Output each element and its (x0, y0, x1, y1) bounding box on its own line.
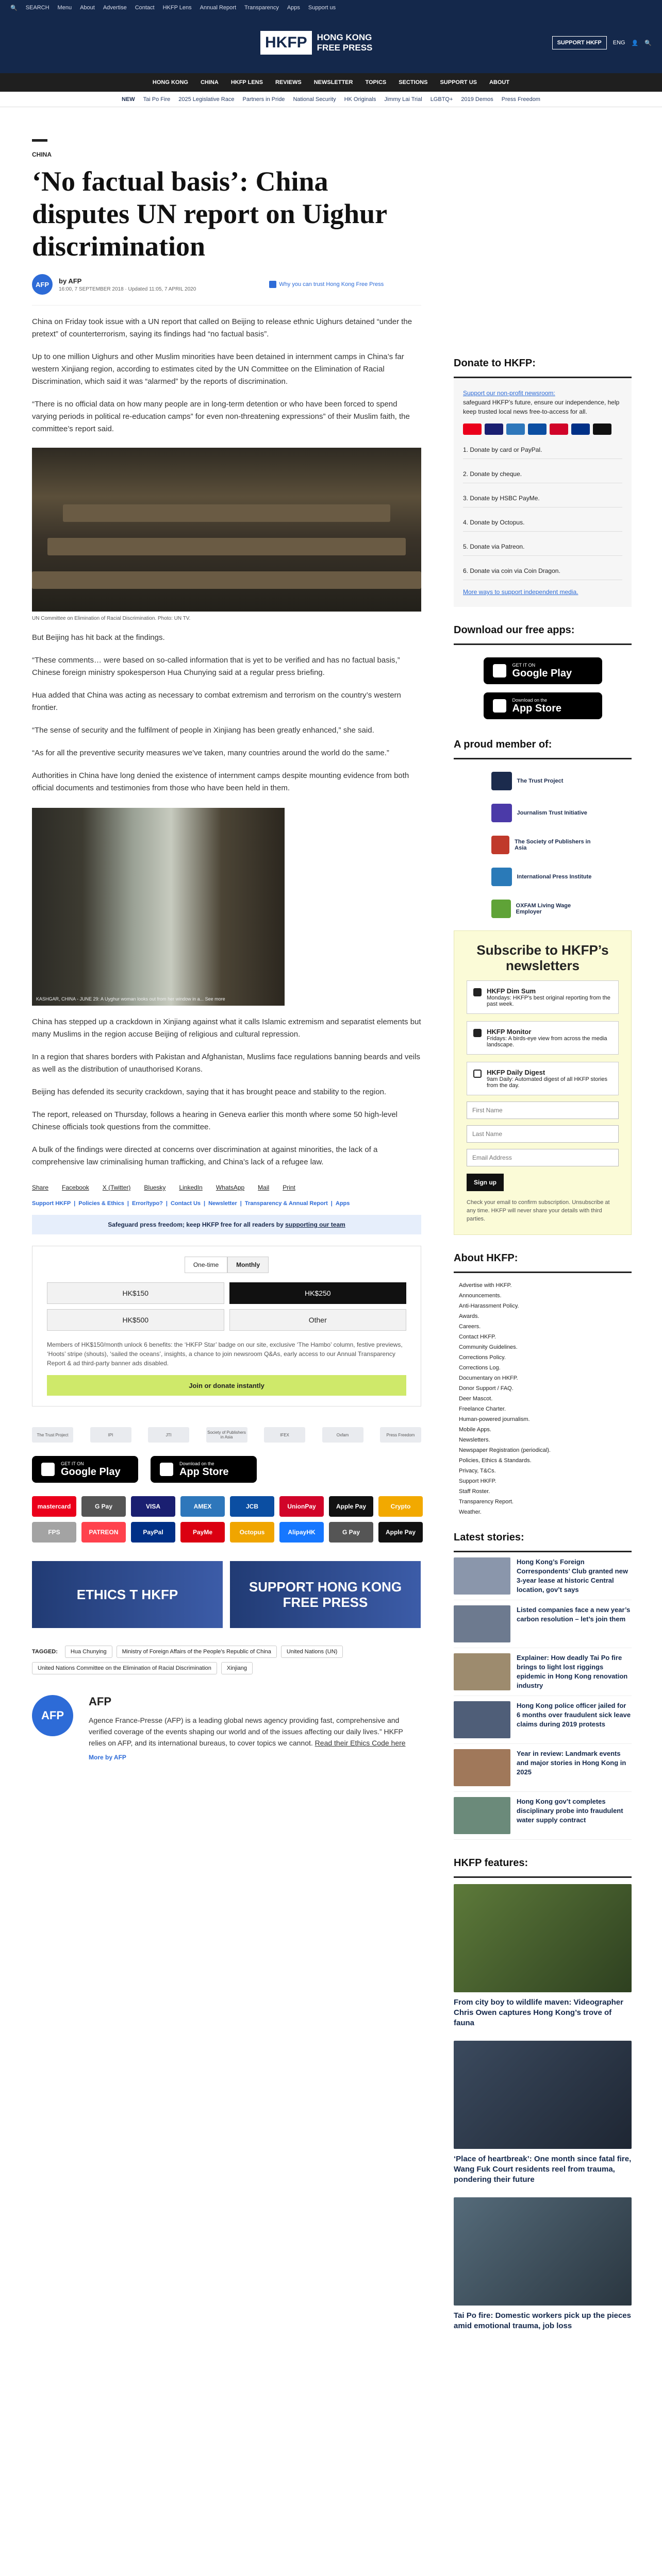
trending-item[interactable]: Partners in Pride (242, 96, 285, 103)
donate-text: safeguard HKFP’s future, ensure our independence, help keep trusted local news free-to-access for all. (463, 399, 620, 415)
about-link[interactable]: Human-powered journalism. (459, 1416, 530, 1422)
search-icon[interactable]: 🔍 (644, 40, 652, 46)
about-link[interactable]: Corrections Policy. (459, 1354, 506, 1361)
paragraph: China has stepped up a crackdown in Xinjiang against what it calls Islamic extremism and separatist elements but many Muslims in the region accuse Beijing of religious and cultural repression. (32, 1018, 421, 1039)
latest-stories (454, 1552, 632, 1840)
partner-logo[interactable]: The Trust Project (32, 1427, 73, 1443)
about-link[interactable]: Deer Mascot. (459, 1396, 493, 1402)
publish-date: 16:00, 7 SEPTEMBER 2018 (59, 286, 124, 292)
tag[interactable]: Hua Chunying (65, 1646, 112, 1658)
about-link[interactable]: Anti-Harassment Policy. (459, 1303, 519, 1309)
apple-icon (160, 1463, 173, 1476)
trending-item[interactable]: Press Freedom (501, 96, 540, 103)
about-link[interactable]: Policies, Ethics & Standards. (459, 1458, 532, 1464)
byline: AFP by AFP 16:00, 7 SEPTEMBER 2018 · Updated 11:05, 7 APRIL 2020 Why you can trust Hong Kong Free Press (32, 274, 421, 306)
newsletter-option[interactable]: HKFP Monitor Fridays: A birds-eye view from across the media landscape. (467, 1021, 619, 1055)
article-title: ‘No factual basis’: China disputes UN report on Uighur discrimination (32, 166, 387, 262)
link-error[interactable]: Error/typo? (131, 1200, 163, 1207)
mastercard-icon (463, 423, 482, 435)
nav-about[interactable]: ABOUT (489, 79, 510, 86)
payment-methods (32, 1496, 421, 1543)
nav-newsletter[interactable]: NEWSLETTER (313, 79, 353, 86)
tag[interactable]: Ministry of Foreign Affairs of the People's Republic of China (117, 1646, 277, 1658)
amount-option-other[interactable]: Other (229, 1309, 407, 1331)
nonprofit-link[interactable]: Support our non-profit newsroom: (463, 389, 555, 397)
topbar-transparency[interactable]: Transparency (244, 5, 279, 11)
last-name-field[interactable]: Last Name (467, 1125, 619, 1143)
google-play-icon (41, 1463, 55, 1476)
about-link[interactable]: Staff Roster. (459, 1488, 490, 1495)
topbar-annual-report[interactable]: Annual Report (200, 5, 236, 11)
app-buttons (32, 1456, 421, 1483)
paragraph: A bulk of the findings were directed at concerns over discrimination at against minorities, the lack of a comprehensive law criminalising human trafficking, and China’s lack of a refugee law. (32, 1145, 378, 1166)
trending-item[interactable]: LGBTQ+ (430, 96, 453, 103)
payment-logo[interactable]: G Pay (329, 1522, 373, 1543)
more-by-author-link[interactable]: More by AFP (89, 1754, 126, 1761)
about-link[interactable]: Privacy, T&Cs. (459, 1468, 496, 1474)
tab-monthly[interactable]: Monthly (227, 1257, 269, 1273)
feature-story[interactable] (454, 2035, 632, 2191)
link-support[interactable]: Support HKFP (32, 1200, 71, 1207)
donate-method[interactable]: 4. Donate by Octopus. (463, 514, 622, 532)
share-bluesky[interactable]: Bluesky (144, 1184, 166, 1191)
about-link[interactable]: Advertise with HKFP. (459, 1282, 512, 1289)
newsletter-note: Check your email to confirm subscription. Unsubscribe at any time. HKFP will never share your details with third parties. (467, 1199, 610, 1222)
about-link[interactable]: Transparency Report. (459, 1499, 514, 1505)
tag[interactable]: United Nations (UN) (281, 1646, 343, 1658)
signup-button[interactable]: Sign up (467, 1174, 504, 1191)
latest-story[interactable] (454, 1648, 632, 1696)
support-banner[interactable]: SUPPORT HONG KONG FREE PRESS (230, 1561, 421, 1628)
google-play-button[interactable]: GET IT ON Google Play (484, 657, 602, 684)
about-link[interactable]: Documentary on HKFP. (459, 1375, 518, 1381)
share-mail[interactable]: Mail (258, 1184, 270, 1191)
partner-logo[interactable]: Society of Publishers in Asia (206, 1427, 247, 1443)
donate-title: Donate to HKFP: (454, 350, 632, 378)
feature-story[interactable] (454, 1878, 632, 2035)
nav-topics[interactable]: TOPICS (365, 79, 387, 86)
feature-headline: From city boy to wildlife maven: Videographer Chris Owen captures Hong Kong’s trove of fauna (454, 1998, 623, 2027)
article-photo-un-committee[interactable] (32, 448, 421, 612)
google-play-icon (493, 664, 506, 677)
topbar-apps[interactable]: Apps (287, 5, 300, 11)
supporting-link[interactable]: supporting our team (285, 1221, 345, 1228)
partner-logo[interactable]: Oxfam (322, 1427, 363, 1443)
about-link[interactable]: Weather. (459, 1509, 482, 1515)
applepay-icon (593, 423, 611, 435)
feature-headline: ‘Place of heartbreak’: One month since fatal fire, Wang Fuk Court residents reel from trauma, pondering their future (454, 2155, 632, 2184)
newsletter-signup (454, 930, 632, 1235)
latest-story[interactable] (454, 1600, 632, 1648)
share-print[interactable]: Print (283, 1184, 295, 1191)
paragraph: Up to one million Uighurs and other Muslim minorities have been detained in internment camps in China’s far western Xinjiang region, according to estimates cited by the UN Committee on the Elimination of Racial Discrimination, which said it was “alarmed” by the reports of discrimination. (32, 352, 404, 386)
paragraph: In a region that shares borders with Pakistan and Afghanistan, Muslims face regulations banning beards and veils as well as the distribution of unauthorised Korans. (32, 1053, 420, 1074)
member-logos (454, 759, 632, 930)
share-linkedin[interactable]: LinkedIn (179, 1184, 203, 1191)
newsletter-option[interactable]: HKFP Dim Sum Mondays: HKFP's best original reporting from the past week. (467, 980, 619, 1014)
category-label[interactable]: CHINA (32, 139, 47, 158)
paypal-icon (571, 423, 590, 435)
trending-label: NEW (122, 96, 135, 103)
logo-mark: HKFP (260, 31, 312, 55)
share-whatsapp[interactable]: WhatsApp (216, 1184, 245, 1191)
nav-reviews[interactable]: REVIEWS (275, 79, 302, 86)
story-headline: Hong Kong police officer jailed for 6 months over fraudulent sick leave claims during 2019 protests (517, 1702, 631, 1728)
tag[interactable]: United Nations Committee on the Elimination of Racial Discrimination (32, 1662, 217, 1674)
trending-item[interactable]: National Security (293, 96, 336, 103)
oxfam-icon (491, 900, 511, 918)
language-switch[interactable]: ENG (613, 40, 625, 46)
apple-icon (493, 699, 506, 713)
author-box (32, 1695, 421, 1761)
link-policies[interactable]: Policies & Ethics (78, 1200, 124, 1207)
share-twitter[interactable]: X (Twitter) (102, 1184, 131, 1191)
paragraph: The report, released on Thursday, follows a hearing in Geneva earlier this month where some 50 high-level Chinese officials took questions from the committee. (32, 1110, 398, 1131)
story-thumbnail (454, 1557, 510, 1595)
payment-logo[interactable]: PayMe (180, 1522, 225, 1543)
amount-option[interactable]: HK$150 (47, 1282, 224, 1304)
feature-headline: Tai Po fire: Domestic workers pick up the pieces amid emotional trauma, job loss (454, 2311, 631, 2330)
latest-story[interactable] (454, 1744, 632, 1792)
trust-project-icon (491, 772, 512, 790)
paragraph: China on Friday took issue with a UN report that called on Beijing to release ethnic Uighurs detained “under the pretext” of counterterrorism, saying its findings had “no factual basis”. (32, 317, 412, 338)
donate-box (454, 378, 632, 607)
nav-support[interactable]: SUPPORT US (440, 79, 477, 86)
paragraph: Hua added that China was acting as necessary to combat extremism and terrorism on the country’s western frontier. (32, 691, 401, 712)
about-link[interactable]: Freelance Charter. (459, 1406, 506, 1412)
nav-sections[interactable]: SECTIONS (399, 79, 428, 86)
payment-logo[interactable]: VISA (131, 1496, 175, 1517)
trending-item[interactable]: HK Originals (344, 96, 376, 103)
author-bio: Agence France-Presse (AFP) is a leading global news agency providing fast, comprehensive and verified coverage of the events shaping our world and of the issues affecting our daily lives.” HKFP relies on AFP, and its international bureaus, to cover topics we cannot. Read their Ethics Code here (89, 1716, 406, 1747)
payment-logo[interactable]: G Pay (81, 1496, 126, 1517)
promo-banners (32, 1561, 421, 1628)
latest-story[interactable] (454, 1792, 632, 1840)
paragraph: “These comments… were based on so-called information that is yet to be verified and has no factual basis,” Chinese foreign ministry spokesperson Hua Chunying said at a regular press briefing. (32, 656, 400, 677)
ethics-code-link[interactable]: Read their Ethics Code here (315, 1739, 406, 1747)
share-bar (32, 1184, 421, 1191)
about-link[interactable]: Mobile Apps. (459, 1427, 491, 1433)
article-column (32, 139, 421, 1761)
byline-prefix: by (59, 277, 67, 285)
story-thumbnail (454, 1749, 510, 1786)
trending-item[interactable]: 2025 Legislative Race (178, 96, 235, 103)
trending-item[interactable]: 2019 Demos (461, 96, 493, 103)
nav-lens[interactable]: HKFP LENS (230, 79, 263, 86)
story-headline: Hong Kong’s Foreign Correspondents’ Club granted new 3-year lease at historic Central location, gov’t says (517, 1558, 628, 1594)
member-logo[interactable]: The Society of Publishers in Asia (491, 835, 594, 855)
amount-option[interactable]: HK$500 (47, 1309, 224, 1331)
jti-icon (491, 804, 512, 822)
payment-logo[interactable]: JCB (230, 1496, 274, 1517)
donate-method[interactable]: 6. Donate via coin via Coin Dragon. (463, 562, 622, 580)
tags (32, 1646, 421, 1674)
nav-hong-kong[interactable]: HONG KONG (152, 79, 188, 86)
partner-logo[interactable]: IFEX (264, 1427, 305, 1443)
newsletter-title: Subscribe to HKFP’s newsletters (476, 942, 609, 973)
safeguard-banner: Safeguard press freedom; keep HKFP free for all readers by supporting our team (32, 1215, 421, 1234)
partner-logos (32, 1427, 421, 1443)
unionpay-icon (550, 423, 568, 435)
story-thumbnail (454, 1653, 510, 1690)
about-title: About HKFP: (454, 1245, 632, 1273)
author-avatar[interactable]: AFP (32, 274, 53, 295)
donate-method[interactable]: 2. Donate by cheque. (463, 465, 622, 483)
about-link[interactable]: Awards. (459, 1313, 479, 1319)
donate-method[interactable]: 1. Donate by card or PayPal. (463, 441, 622, 459)
card-icons (463, 423, 622, 435)
story-thumbnail (454, 1605, 510, 1642)
author-name[interactable]: AFP (68, 277, 82, 285)
trending-item[interactable]: Jimmy Lai Trial (384, 96, 422, 103)
nav-china[interactable]: CHINA (200, 79, 219, 86)
join-donate-button[interactable]: Join or donate instantly (47, 1375, 406, 1396)
support-links: Support HKFP | Policies & Ethics | Error/typo? | Contact Us | Newsletter | Transparency & Annual Report | Apps (32, 1200, 350, 1207)
apps-title: Download our free apps: (454, 617, 632, 645)
member-title: A proud member of: (454, 732, 632, 759)
topbar-menu[interactable]: Menu (57, 5, 72, 11)
story-headline: Year in review: Landmark events and major stories in Hong Kong in 2025 (517, 1750, 626, 1776)
tag[interactable]: Xinjiang (221, 1662, 253, 1674)
main-nav (0, 73, 662, 92)
ethics-banner[interactable]: ETHICS T HKFP (32, 1561, 223, 1628)
trending-bar (0, 92, 662, 107)
about-link[interactable]: Community Guidelines. (459, 1344, 518, 1350)
topbar-about[interactable]: About (80, 5, 95, 11)
story-thumbnail (454, 1797, 510, 1834)
newsletter-option[interactable]: HKFP Daily Digest 9am Daily: Automated digest of all HKFP stories from the day. (467, 1062, 619, 1095)
paragraph: “As for all the preventive security measures we’ve taken, many countries around the world do the same.” (32, 749, 389, 757)
paragraph: “There is no official data on how many people are in long-term detention or who have been forced to spend varying periods in political re-education camps” for even non-threatening expressions” of their Muslim faith, the committee’s report said. (32, 400, 410, 433)
tab-one-time[interactable]: One-time (185, 1257, 227, 1273)
about-link[interactable]: Careers. (459, 1324, 481, 1330)
story-thumbnail (454, 1701, 510, 1738)
payment-logo[interactable]: PayPal (131, 1522, 175, 1543)
author-name[interactable]: AFP (89, 1695, 111, 1708)
topbar-advertise[interactable]: Advertise (103, 5, 127, 11)
sopa-icon (491, 836, 510, 854)
partner-logo[interactable]: JTI (148, 1427, 189, 1443)
latest-story[interactable] (454, 1696, 632, 1744)
latest-story[interactable] (454, 1552, 632, 1600)
about-link[interactable]: Corrections Log. (459, 1365, 501, 1371)
link-apps[interactable]: Apps (335, 1200, 350, 1207)
member-logo[interactable]: International Press Institute (491, 867, 594, 887)
site-header (0, 15, 662, 73)
payment-logo[interactable]: FPS (32, 1522, 76, 1543)
topbar-search[interactable]: SEARCH (25, 5, 49, 11)
first-name-field[interactable]: First Name (467, 1101, 619, 1119)
link-transparency[interactable]: Transparency & Annual Report (244, 1200, 328, 1207)
story-headline: Listed companies face a new year’s carbon resolution – let’s join them (517, 1606, 631, 1623)
payment-logo[interactable]: mastercard (32, 1496, 76, 1517)
amount-option-selected[interactable]: HK$250 (229, 1282, 407, 1304)
donate-note: Members of HK$150/month unlock 6 benefits: the ‘HKFP Star’ badge on our site, exclusive ‘The Hambo’ column, festive previews, ‘Hoots’ stripe (shouts), ‘sailed the oceans’, insights, a chance to join newsroom Q&As, early access to our Annual Transparency Report & ad third-party banner ads disabled. (47, 1341, 403, 1367)
link-contact[interactable]: Contact Us (170, 1200, 201, 1207)
tags-label: TAGGED: (32, 1649, 58, 1655)
donate-method[interactable]: 5. Donate via Patreon. (463, 538, 622, 556)
author-avatar-large[interactable]: AFP (32, 1695, 73, 1736)
link-newsletter[interactable]: Newsletter (208, 1200, 237, 1207)
paragraph: “The sense of security and the fulfilment of people in Xinjiang has been greatly enhanced,” she said. (32, 726, 374, 735)
story-headline: Explainer: How deadly Tai Po fire brings to light lost riggings epidemic in Hong Kong renovation industry (517, 1654, 628, 1689)
article-photo-kashgar[interactable] (32, 808, 285, 1006)
logo-text: HONG KONG FREE PRESS (317, 32, 373, 53)
payment-logo[interactable]: Crypto (378, 1496, 423, 1517)
payment-logo[interactable]: AlipayHK (279, 1522, 324, 1543)
site-logo[interactable] (260, 31, 379, 55)
app-store-button[interactable]: Download on the App Store (151, 1456, 257, 1483)
about-list (454, 1273, 632, 1524)
payment-logo[interactable]: PATREON (81, 1522, 126, 1543)
about-link[interactable]: Announcements. (459, 1293, 502, 1299)
support-hkfp-button[interactable]: SUPPORT HKFP (552, 36, 607, 49)
trending-item[interactable]: Tai Po Fire (143, 96, 171, 103)
payment-logo[interactable]: Apple Pay (329, 1496, 373, 1517)
feature-image (454, 2041, 632, 2149)
checkbox-checked (473, 988, 482, 996)
partner-logo[interactable]: IPI (90, 1427, 131, 1443)
latest-title: Latest stories: (454, 1524, 632, 1552)
trust-icon (269, 281, 276, 288)
ipi-icon (491, 868, 512, 886)
paragraph: But Beijing has hit back at the findings. (32, 633, 165, 642)
about-link[interactable]: Newsletters. (459, 1437, 490, 1443)
top-utility-bar (0, 0, 662, 15)
feature-image (454, 1884, 632, 1992)
topbar-support[interactable]: Support us (308, 5, 336, 11)
payment-logo[interactable]: Octopus (230, 1522, 274, 1543)
member-logo[interactable]: OXFAM Living Wage Employer (491, 899, 594, 919)
user-icon[interactable]: 👤 (631, 40, 639, 46)
donate-method[interactable]: 3. Donate by HSBC PayMe. (463, 489, 622, 507)
checkbox (473, 1070, 482, 1078)
paragraph: Authorities in China have long denied the existence of internment camps despite mounting evidence from both official documents and testimonies from those who have been held in them. (32, 771, 409, 792)
checkbox-checked (473, 1029, 482, 1037)
photo-caption: UN Committee on Elimination of Racial Discrimination. Photo: UN TV. (32, 616, 191, 621)
updated-date: Updated 11:05, 7 APRIL 2020 (128, 286, 196, 292)
topbar-lens[interactable]: HKFP Lens (162, 5, 192, 11)
more-ways-link[interactable]: More ways to support independent media. (463, 588, 578, 596)
search-icon[interactable]: 🔍 (10, 5, 18, 11)
partner-logo[interactable]: Press Freedom (380, 1427, 421, 1443)
payment-logo[interactable]: UnionPay (279, 1496, 324, 1517)
payment-logo[interactable]: Apple Pay (378, 1522, 423, 1543)
app-store-button[interactable]: Download on the App Store (484, 692, 602, 719)
feature-story[interactable] (454, 2191, 632, 2337)
features-list (454, 1878, 632, 2337)
payment-logo[interactable]: AMEX (180, 1496, 225, 1517)
story-headline: Hong Kong gov’t completes disciplinary probe into fraudulent water supply contract (517, 1798, 623, 1824)
photo-caption: KASHGAR, CHINA - JUNE 29: A Uyghur woman looks out from her window in a... See more (36, 996, 225, 1002)
jcb-icon (528, 423, 547, 435)
sidebar (454, 350, 632, 2337)
member-logo[interactable]: Journalism Trust Initiative (491, 803, 594, 823)
topbar-contact[interactable]: Contact (135, 5, 155, 11)
visa-icon (485, 423, 503, 435)
features-title: HKFP features: (454, 1850, 632, 1878)
amex-icon (506, 423, 525, 435)
about-link[interactable]: Support HKFP. (459, 1478, 496, 1484)
donate-widget (32, 1246, 421, 1406)
paragraph: Beijing has defended its security crackdown, saying that it has brought peace and stability to the region. (32, 1088, 387, 1096)
feature-image (454, 2197, 632, 2306)
member-logo[interactable]: The Trust Project (491, 771, 594, 791)
email-field[interactable]: Email Address (467, 1149, 619, 1166)
share-facebook[interactable]: Facebook (62, 1184, 89, 1191)
about-link[interactable]: Donor Support / FAQ. (459, 1385, 514, 1392)
google-play-button[interactable]: GET IT ON Google Play (32, 1456, 138, 1483)
trust-link[interactable]: Why you can trust Hong Kong Free Press (269, 281, 384, 288)
about-link[interactable]: Contact HKFP. (459, 1334, 496, 1340)
share-label: Share (32, 1184, 49, 1191)
about-link[interactable]: Newspaper Registration (periodical). (459, 1447, 551, 1453)
